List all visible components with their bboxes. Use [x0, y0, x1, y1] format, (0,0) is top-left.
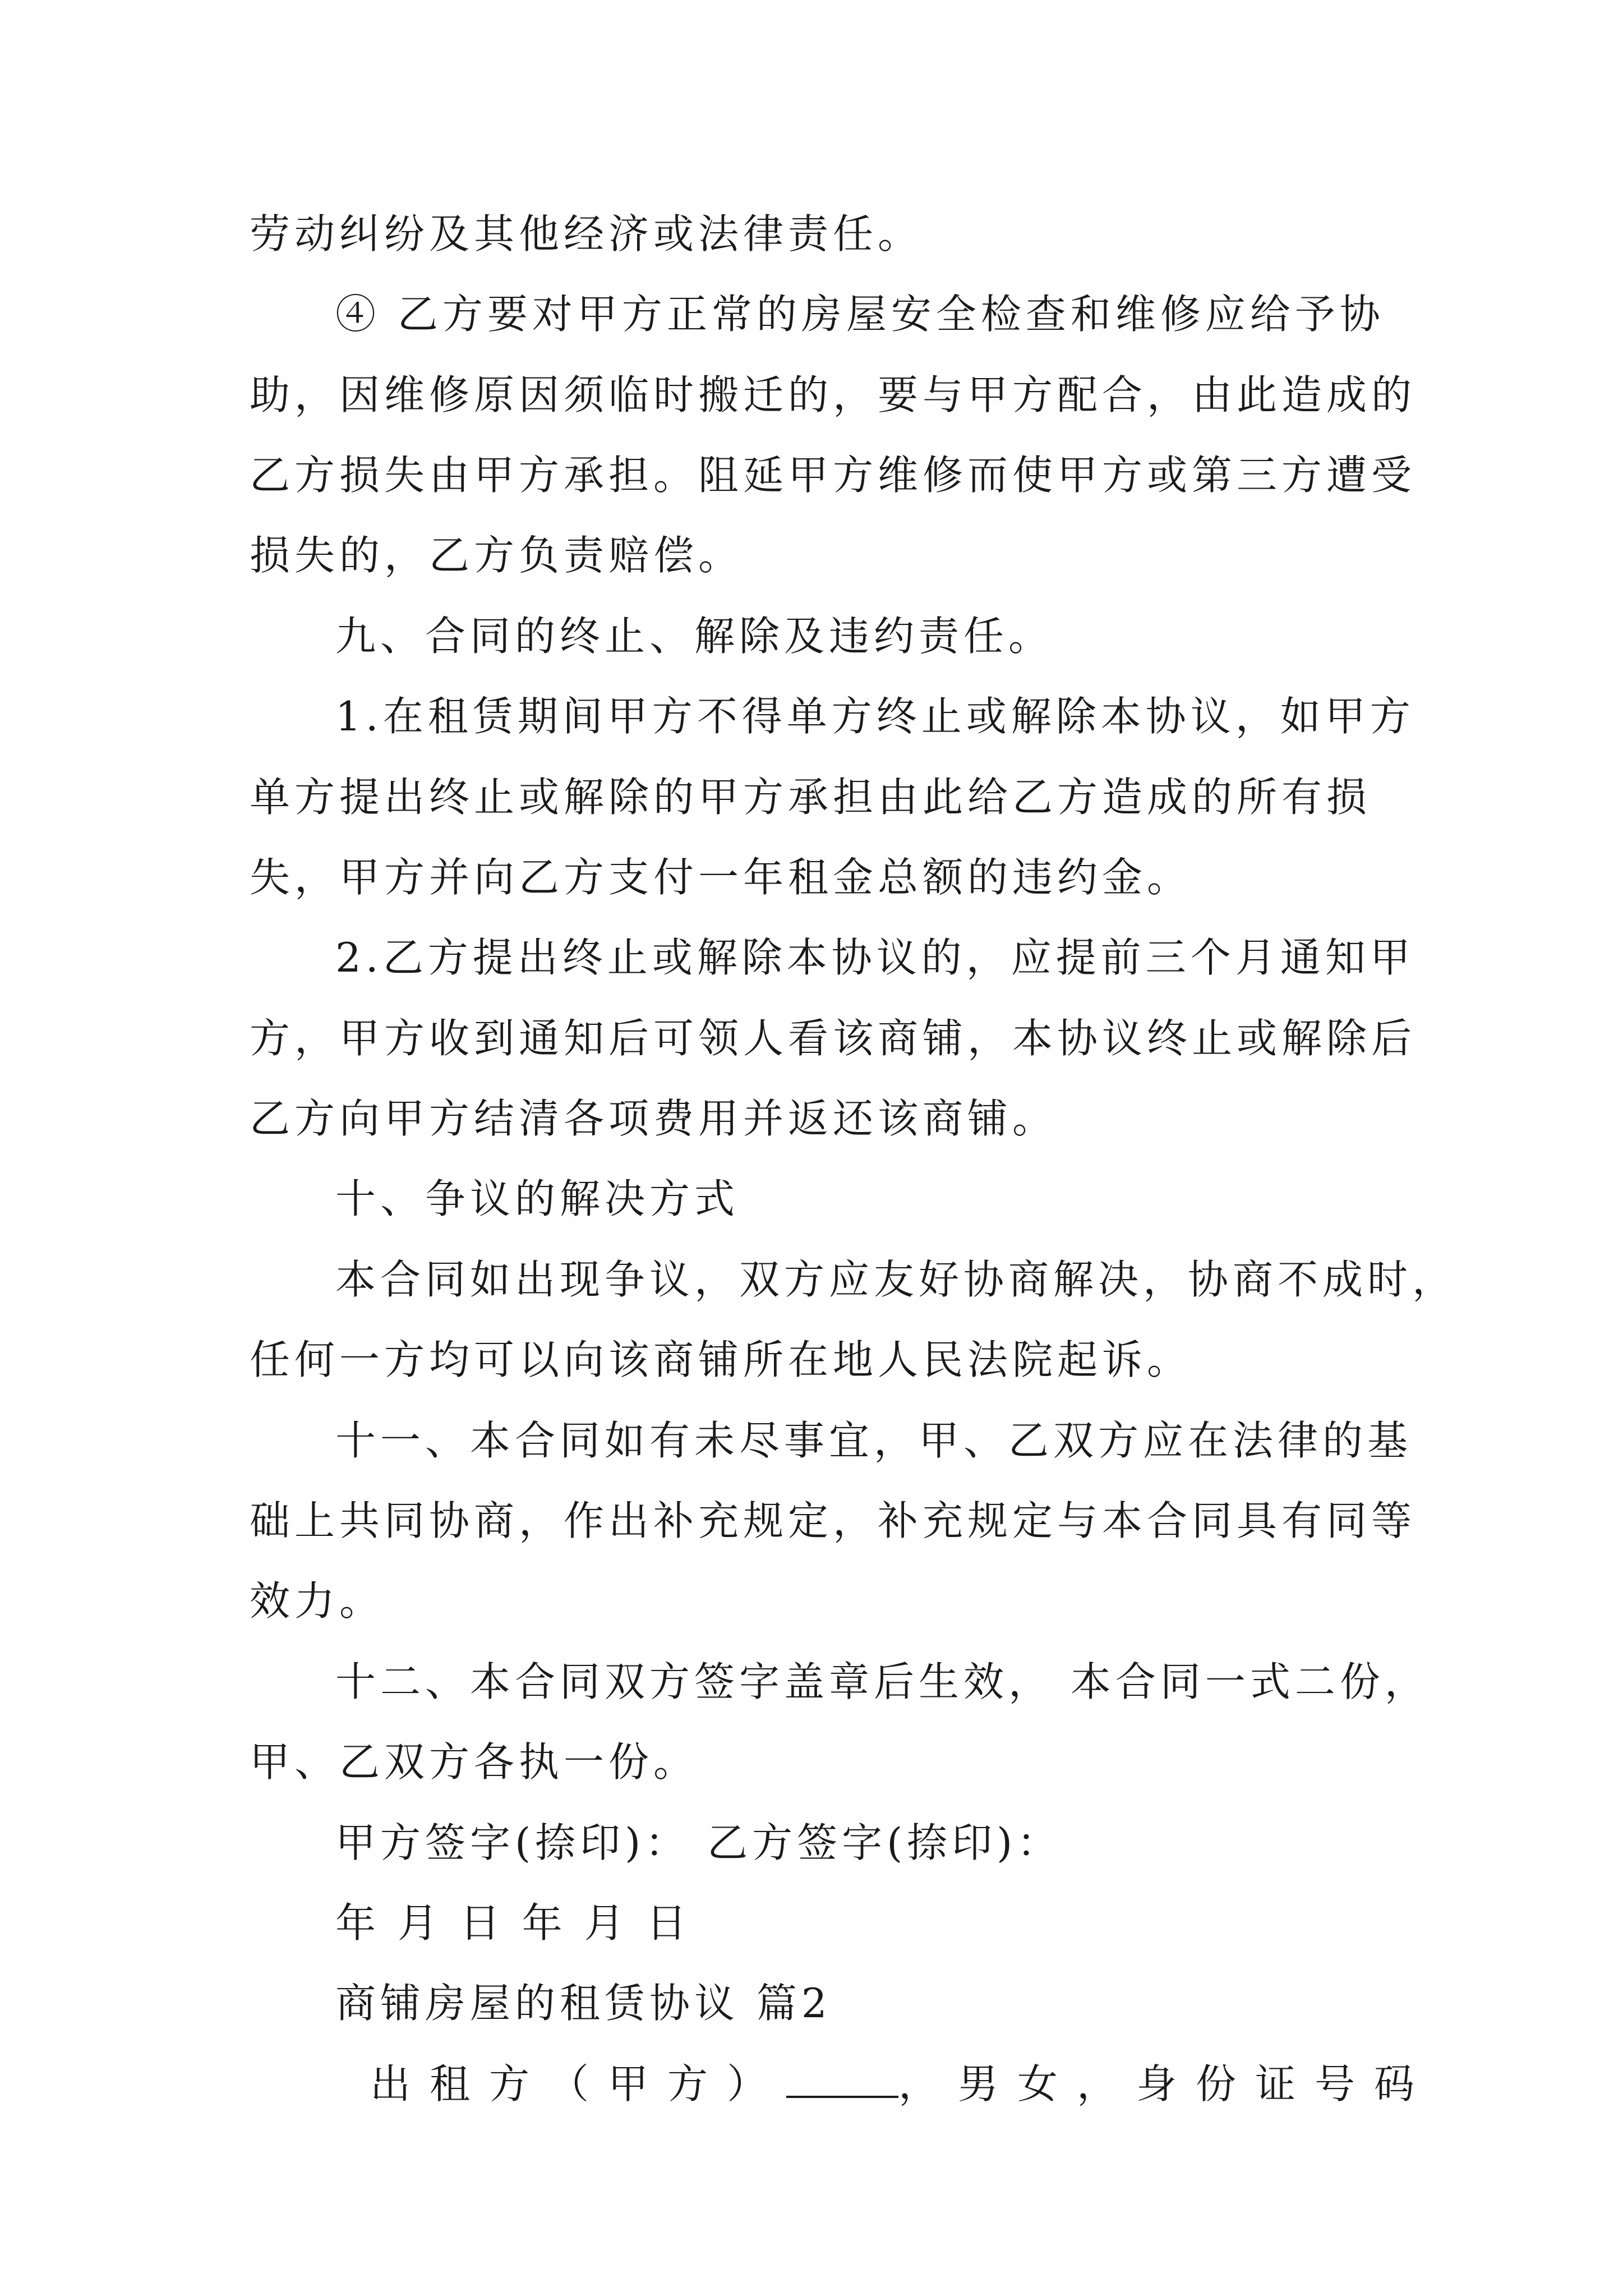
- text-line: 任何一方均可以向该商铺所在地人民法院起诉。: [250, 1336, 1192, 1383]
- text-line: 础上共同协商，作出补充规定，补充规定与本合同具有同等: [250, 1497, 1417, 1544]
- text-line: 效力。: [250, 1577, 385, 1625]
- lessor-details: ，男女，身份证号码: [898, 2060, 1434, 2108]
- text-line: 本合同如出现争议，双方应友好协商解决，协商不成时，: [335, 1256, 1458, 1303]
- date-line: 年 月 日 年 月 日: [335, 1899, 691, 1947]
- text-line: ④ 乙方要对甲方正常的房屋安全检查和维修应给予协: [335, 291, 1385, 338]
- text-line: 损失的，乙方负责赔偿。: [250, 532, 744, 579]
- lessor-line: [370, 2056, 1434, 2118]
- text-line: 乙方向甲方结清各项费用并返还该商铺。: [250, 1095, 1058, 1142]
- fill-in-blank: [786, 2056, 898, 2098]
- text-line: 单方提出终止或解除的甲方承担由此给乙方造成的所有损: [250, 774, 1372, 821]
- text-line: 2.乙方提出终止或解除本协议的，应提前三个月通知甲: [335, 934, 1415, 981]
- text-line: 甲、乙双方各执一份。: [250, 1738, 699, 1786]
- section-heading: 九、合同的终止、解除及违约责任。: [335, 613, 1054, 660]
- section-heading: 商铺房屋的租赁协议 篇2: [335, 1980, 832, 2027]
- text-line: 助，因维修原因须临时搬迁的，要与甲方配合，由此造成的: [250, 371, 1417, 418]
- lessor-label: 出租方（甲方）: [370, 2060, 787, 2108]
- text-line: 劳动纠纷及其他经济或法律责任。: [250, 210, 923, 257]
- text-line: 乙方损失由甲方承担。阻延甲方维修而使甲方或第三方遭受: [250, 452, 1417, 499]
- text-line: 十二、本合同双方签字盖章后生效， 本合同一式二份，: [335, 1658, 1430, 1705]
- text-line: 方，甲方收到通知后可领人看该商铺，本协议终止或解除后: [250, 1015, 1417, 1062]
- section-heading: 十、争议的解决方式: [335, 1175, 740, 1222]
- text-line: 十一、本合同如有未尽事宜，甲、乙双方应在法律的基: [335, 1417, 1413, 1464]
- text-line: 1.在租赁期间甲方不得单方终止或解除本协议，如甲方: [335, 693, 1415, 740]
- signature-line: 甲方签字(捺印)： 乙方签字(捺印)：: [335, 1819, 1062, 1866]
- text-line: 失，甲方并向乙方支付一年租金总额的违约金。: [250, 854, 1192, 901]
